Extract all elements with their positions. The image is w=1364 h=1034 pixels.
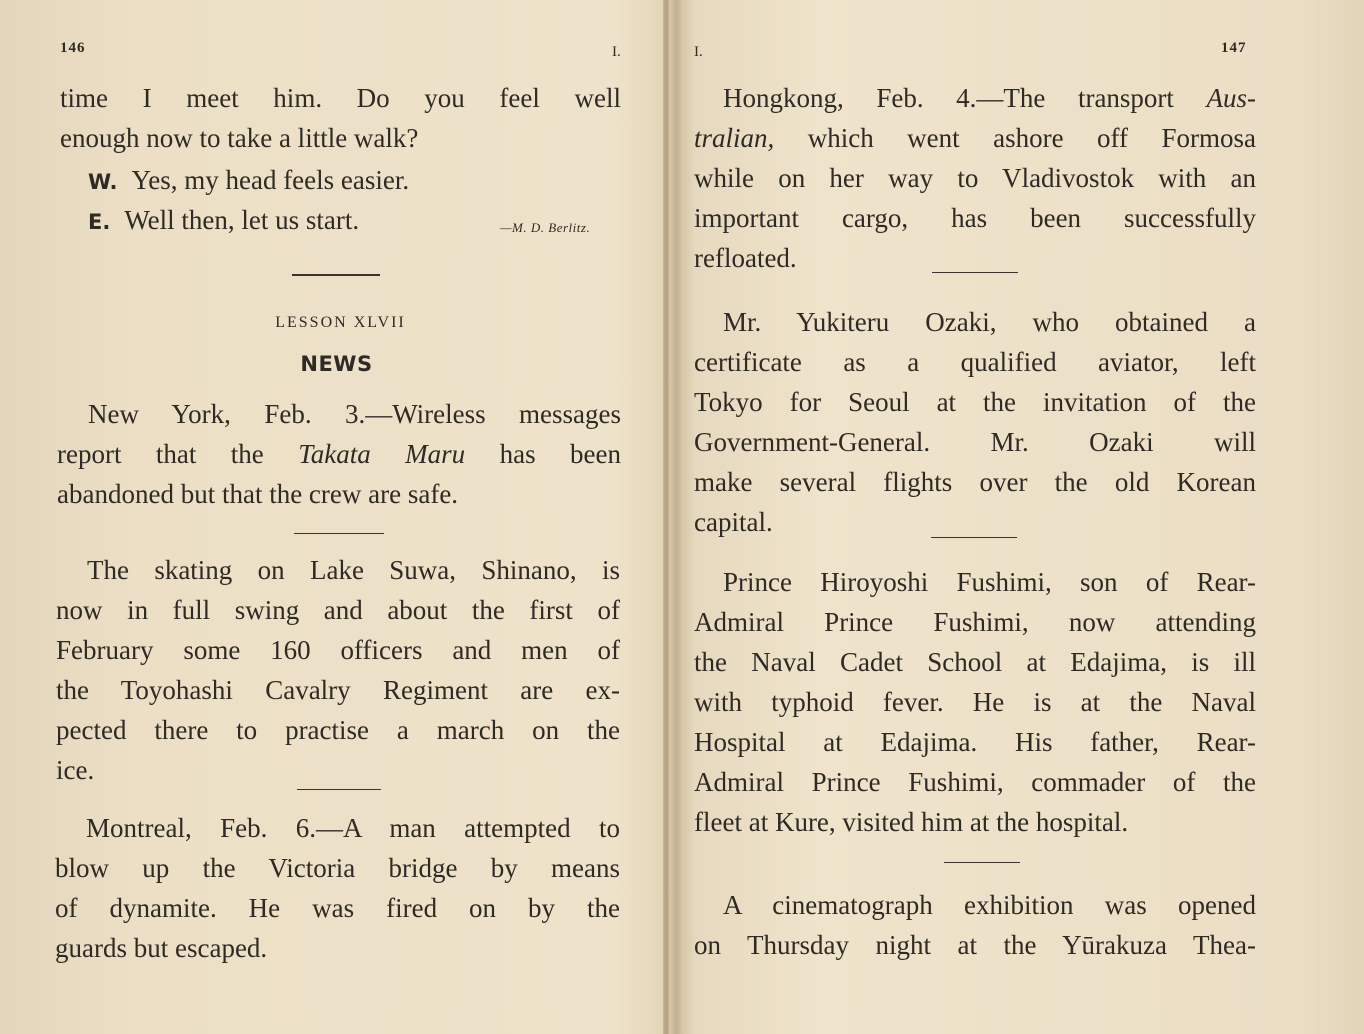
text-line: capital. — [694, 507, 773, 537]
text-line: report that the Takata Maru has been — [57, 439, 621, 469]
text-line: refloated. — [694, 243, 797, 273]
text-line: pected there to practise a march on the — [56, 715, 620, 745]
left-page — [0, 0, 664, 1034]
text-line: New York, Feb. 3.—Wireless messages — [88, 399, 621, 429]
news-item-lake-suwa — [56, 550, 620, 790]
text-line: the Naval Cadet School at Edajima, is ill — [694, 647, 1256, 677]
text-line: time I meet him. Do you feel well — [60, 83, 621, 113]
signature-mark: I. — [612, 44, 621, 60]
dialogue-line-e — [88, 200, 468, 242]
text-line: Tokyo for Seoul at the invitation of the — [694, 387, 1256, 417]
news-item-ozaki — [694, 302, 1256, 542]
dialogue-line-w — [88, 160, 608, 202]
text-line: Hongkong, Feb. 4.—The transport Aus- — [723, 83, 1256, 113]
author-credit: —M. D. Berlitz. — [500, 220, 591, 235]
text-line: Mr. Yukiteru Ozaki, who obtained a — [723, 307, 1256, 337]
text-line: important cargo, has been successfully — [694, 203, 1256, 233]
text-line: Prince Hiroyoshi Fushimi, son of Rear- — [723, 567, 1256, 597]
text-line: A cinematograph exhibition was opened — [723, 890, 1256, 920]
item-rule — [931, 537, 1017, 538]
text-line: make several flights over the old Korean — [694, 467, 1256, 497]
item-rule — [932, 272, 1018, 273]
signature-mark: I. — [694, 44, 703, 60]
page-number: 147 — [1221, 40, 1247, 56]
text-line: on Thursday night at the Yūrakuza Thea- — [694, 930, 1256, 960]
speaker-label: W. — [88, 170, 118, 194]
speaker-label: E. — [88, 210, 111, 234]
lesson-title: NEWS — [300, 352, 373, 376]
text-line: now in full swing and about the first of — [56, 595, 620, 625]
ship-name: Aus- — [1206, 83, 1256, 113]
ship-name: Takata Maru — [298, 439, 466, 469]
news-item-cinematograph — [694, 885, 1256, 965]
text-line: The skating on Lake Suwa, Shinano, is — [87, 555, 620, 585]
text-line: the Toyohashi Cavalry Regiment are ex- — [56, 675, 620, 705]
news-item-new-york — [57, 394, 621, 514]
news-item-fushimi — [694, 562, 1256, 842]
text-line: abandoned but that the crew are safe. — [57, 479, 459, 509]
dialogue-text: Yes, my head feels easier. — [131, 165, 410, 195]
text-line: of dynamite. He was fired on by the — [55, 893, 620, 923]
lesson-label: LESSON XLVII — [275, 314, 406, 331]
ship-name: tralian, — [694, 123, 775, 153]
dialogue-text: Well then, let us start. — [124, 205, 360, 235]
text-line: Government-General. Mr. Ozaki will — [694, 427, 1256, 457]
news-item-hongkong — [694, 78, 1256, 278]
news-item-montreal — [55, 808, 620, 968]
page-number: 146 — [60, 40, 86, 56]
text-line: tralian, which went ashore off Formosa — [694, 123, 1256, 153]
text-line: enough now to take a little walk? — [60, 123, 419, 153]
text-line: guards but escaped. — [55, 933, 268, 963]
text-line: Hospital at Edajima. His father, Rear- — [694, 727, 1256, 757]
right-page — [669, 0, 1364, 1034]
item-rule — [297, 789, 381, 790]
text-line: certificate as a qualified aviator, left — [694, 347, 1256, 377]
text-line: February some 160 officers and men of — [56, 635, 620, 665]
text-line: Admiral Prince Fushimi, now attending — [694, 607, 1256, 637]
section-rule — [292, 274, 380, 276]
text-line: ice. — [56, 755, 95, 785]
text-line: with typhoid fever. He is at the Naval — [694, 687, 1256, 717]
text-line: while on her way to Vladivostok with an — [694, 163, 1256, 193]
item-rule — [944, 862, 1020, 863]
text-line: Admiral Prince Fushimi, commader of the — [694, 767, 1256, 797]
text-line: blow up the Victoria bridge by means — [55, 853, 620, 883]
text-line: Montreal, Feb. 6.—A man attempted to — [86, 813, 620, 843]
item-rule — [294, 533, 384, 534]
dialogue-continuation — [60, 78, 621, 158]
text-line: fleet at Kure, visited him at the hospital. — [694, 807, 1129, 837]
